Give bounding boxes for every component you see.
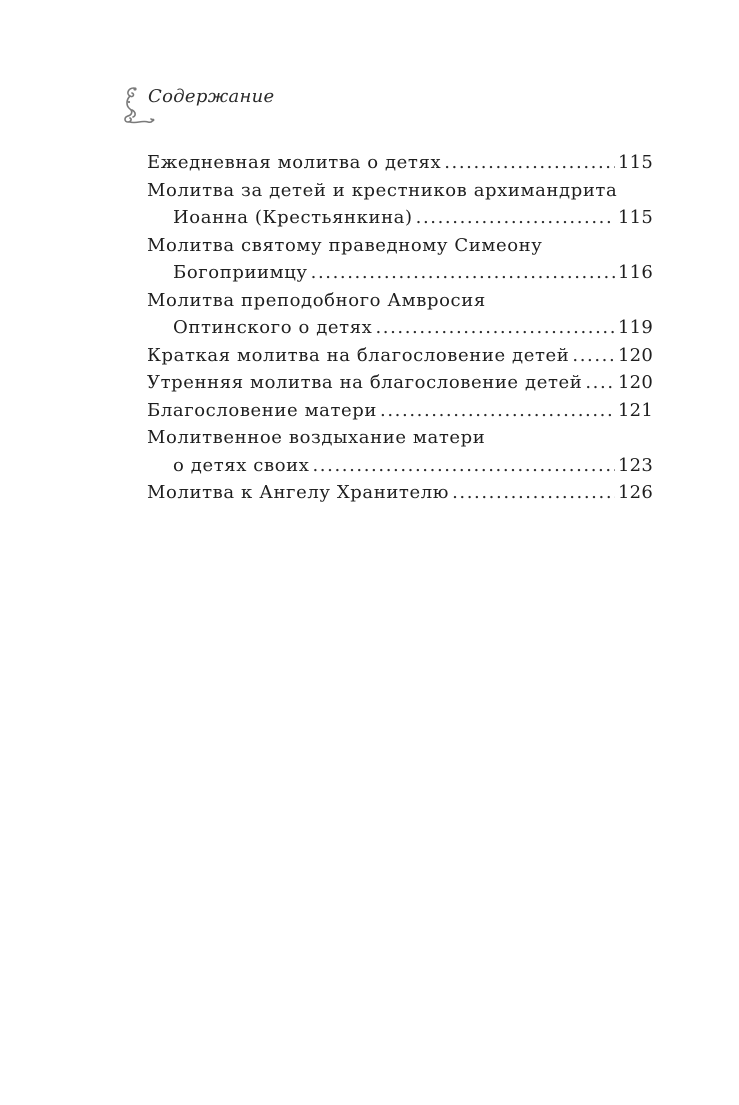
toc-entry-line (147, 424, 653, 452)
toc-entry-line (147, 369, 653, 397)
toc-page-number: 115 (618, 207, 653, 228)
toc-entry-title: Утренняя молитва на благословение детей (147, 372, 583, 393)
toc-entry-line (147, 177, 653, 205)
toc-entry-title: Молитва преподобного Амвросия (147, 289, 486, 311)
toc-entry[interactable] (147, 287, 653, 342)
section-title: Содержание (148, 86, 275, 107)
toc-entry-line (147, 314, 653, 342)
toc-entry[interactable] (147, 149, 653, 177)
toc-entry-title: Краткая молитва на благословение детей (147, 344, 570, 366)
toc-entry-line (147, 232, 653, 260)
toc-entry-line (147, 479, 653, 507)
toc-entry-title: Молитва к Ангелу Хранителю (147, 482, 450, 503)
toc-entry-line (147, 452, 653, 480)
toc-entry-title: Иоанна (Крестьянкина) (173, 207, 413, 228)
toc-page-number: 121 (618, 399, 653, 421)
toc-entry-title: Богоприимцу (173, 262, 308, 283)
toc-entry-title: Молитва за детей и крестников архимандрита (147, 179, 618, 201)
table-of-contents (147, 149, 653, 507)
toc-entry-title: Благословение матери (147, 399, 378, 421)
dot-leader (585, 369, 615, 397)
toc-entry[interactable] (147, 424, 653, 479)
toc-entry-line (147, 259, 653, 287)
toc-entry-title: Молитвенное воздыхание матери (147, 427, 486, 448)
dot-leader (452, 479, 615, 507)
toc-page-number: 115 (618, 152, 653, 173)
toc-entry-title: Ежедневная молитва о детях (147, 152, 442, 173)
toc-entry[interactable] (147, 397, 653, 425)
toc-entry-title: Оптинского о детях (173, 317, 373, 338)
toc-page-number: 126 (618, 482, 653, 503)
toc-entry[interactable] (147, 342, 653, 370)
toc-page-number: 120 (618, 344, 653, 366)
toc-entry[interactable] (147, 369, 653, 397)
toc-entry-title: Молитва святому праведному Симеону (147, 234, 543, 256)
toc-entry[interactable] (147, 177, 653, 232)
toc-entry-line (147, 204, 653, 232)
toc-page-number: 123 (618, 454, 653, 476)
toc-page-number: 116 (618, 262, 653, 283)
toc-entry[interactable] (147, 479, 653, 507)
dot-leader (572, 342, 615, 370)
dot-leader (444, 149, 615, 177)
toc-entry-line (147, 287, 653, 315)
dot-leader (311, 259, 615, 287)
toc-entry-line (147, 149, 653, 177)
toc-entry-line (147, 342, 653, 370)
dot-leader (416, 204, 615, 232)
toc-page-number: 120 (618, 372, 653, 393)
dot-leader (312, 452, 615, 480)
dot-leader (380, 397, 615, 425)
toc-page-number: 119 (618, 317, 653, 338)
dot-leader (375, 314, 615, 342)
toc-entry[interactable] (147, 232, 653, 287)
toc-entry-title: о детях своих (173, 454, 310, 476)
toc-entry-line (147, 397, 653, 425)
